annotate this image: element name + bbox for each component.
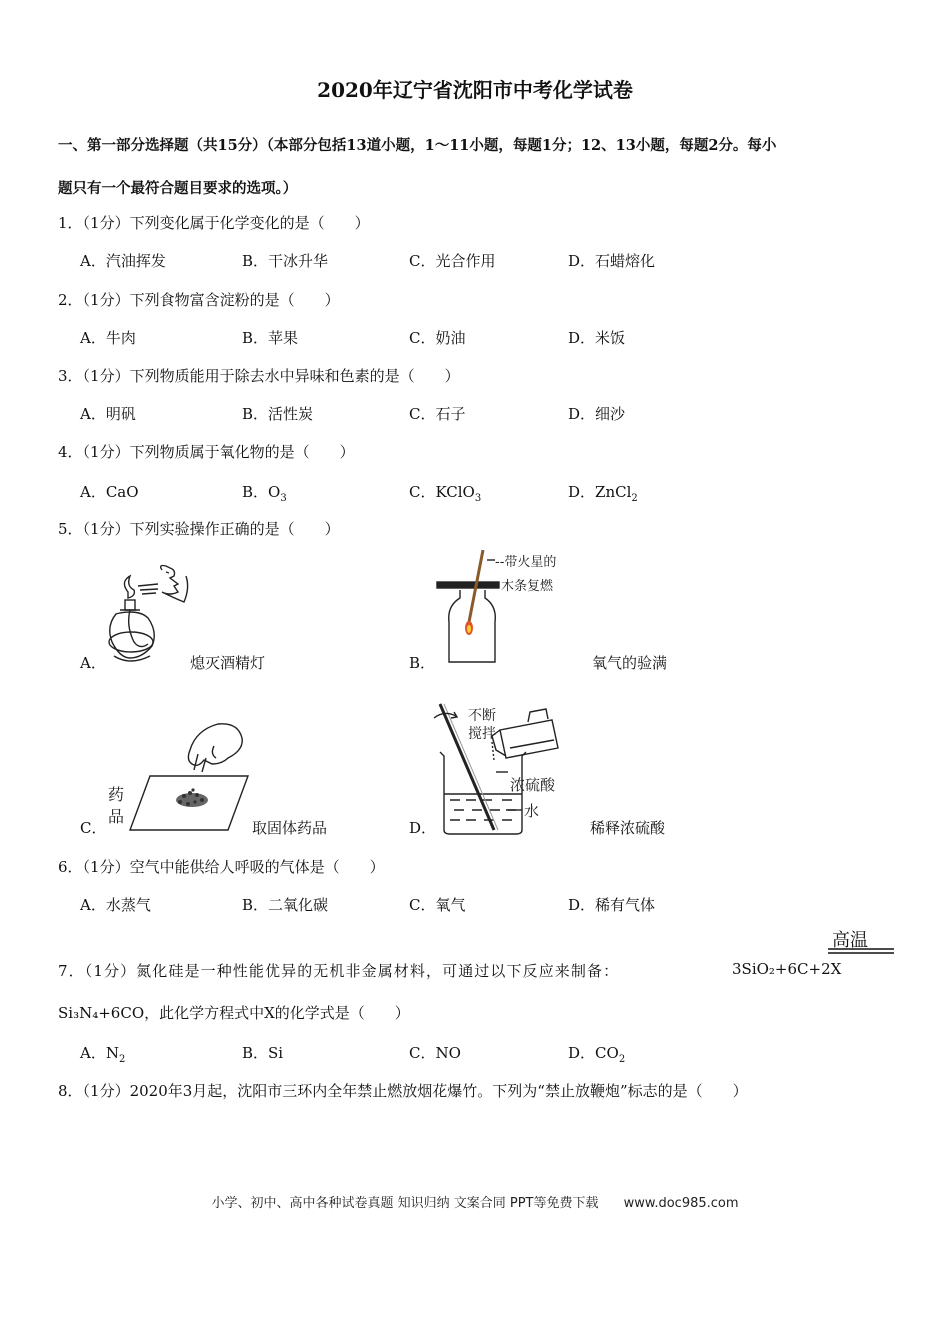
footer-url[interactable]: www.doc985.com xyxy=(623,1196,739,1211)
question-1-stem: 1．（1分）下列变化属于化学变化的是（ ） xyxy=(58,214,370,232)
q4-option-c: C．KClO$_3$ xyxy=(409,483,482,504)
q5-caption-a: 熄灭酒精灯 xyxy=(190,654,266,672)
question-7-equation-left: 3SiO₂+6C+2X xyxy=(732,960,842,978)
q6-option-a: A．水蒸气 xyxy=(80,896,151,914)
q6-option-d: D．稀有气体 xyxy=(568,896,656,914)
splint-label-1: --带火星的 xyxy=(495,555,557,570)
q5-option-c: C． xyxy=(80,819,107,837)
q3-option-a: A．明矾 xyxy=(80,405,136,423)
q7-option-c: C．NO xyxy=(409,1044,461,1062)
page-footer xyxy=(0,1192,950,1211)
alcohol-lamp-blowing-figure xyxy=(100,562,200,674)
q7-option-d: D．$CO_2$ xyxy=(568,1044,626,1065)
question-7-stem: 7．（1分）氮化硅是一种性能优异的无机非金属材料，可通过以下反应来制备： xyxy=(58,962,620,980)
acid-label: 浓硫酸 xyxy=(510,776,556,794)
q6-option-c: C．氧气 xyxy=(409,896,466,914)
page-title: 2020年辽宁省沈阳市中考化学试卷 xyxy=(317,78,633,102)
q2-option-d: D．米饭 xyxy=(568,329,626,347)
q5-caption-c: 取固体药品 xyxy=(252,819,328,837)
solid-reagent-figure xyxy=(100,720,260,838)
water-label: 水 xyxy=(524,802,540,820)
question-3-stem: 3．（1分）下列物质能用于除去水中异味和色素的是（ ） xyxy=(58,367,460,385)
q5-option-a: A． xyxy=(80,654,106,672)
q4-option-a: A．CaO xyxy=(80,483,139,501)
question-7-line2: Si₃N₄+6CO，此化学方程式中X的化学式是（ ） xyxy=(58,1004,410,1022)
q2-option-b: B．苹果 xyxy=(242,329,299,347)
question-8-stem: 8．（1分）2020年3月起，沈阳市三环内全年禁止燃放烟花爆竹。下列为“禁止放鞭炮”标志的是（ ） xyxy=(58,1082,748,1100)
q1-option-c: C．光合作用 xyxy=(409,252,496,270)
q1-option-b: B．干冰升华 xyxy=(242,252,329,270)
q5-option-d: D． xyxy=(409,819,437,837)
question-5-stem: 5．（1分）下列实验操作正确的是（ ） xyxy=(58,520,340,538)
reaction-condition: 高温 xyxy=(832,930,868,951)
q5-caption-d: 稀释浓硫酸 xyxy=(590,819,666,837)
reagent-label-1: 药 xyxy=(108,785,125,804)
question-2-stem: 2．（1分）下列食物富含淀粉的是（ ） xyxy=(58,291,340,309)
footer-text: 小学、初中、高中各种试卷真题 知识归纳 文案合同 PPT等免费下载 xyxy=(211,1196,599,1211)
q5-option-b: B． xyxy=(409,654,436,672)
question-4-stem: 4．（1分）下列物质属于氧化物的是（ ） xyxy=(58,443,355,461)
q1-option-d: D．石蜡熔化 xyxy=(568,252,656,270)
q3-option-c: C．石子 xyxy=(409,405,466,423)
q4-option-b: B．$O_3$ xyxy=(242,483,287,504)
q7-option-b: B．Si xyxy=(242,1044,284,1062)
stir-label-1: 不断 xyxy=(468,708,496,724)
section-heading-line2: 题只有一个最符合题目要求的选项。） xyxy=(58,180,298,197)
q2-option-c: C．奶油 xyxy=(409,329,466,347)
q3-option-d: D．细沙 xyxy=(568,405,626,423)
section-heading-line1: 一、第一部分选择题（共15分）（本部分包括13道小题，1～11小题，每题1分；12、13小题，每题2分。每小 xyxy=(58,137,777,154)
q4-option-d: D．ZnCl$_2$ xyxy=(568,483,638,504)
q1-option-a: A．汽油挥发 xyxy=(80,252,166,270)
dilute-acid-figure xyxy=(430,700,580,840)
q7-option-a: A．$N_2$ xyxy=(80,1044,126,1065)
splint-label-2: 木条复燃 xyxy=(501,579,554,594)
question-6-stem: 6．（1分）空气中能供给人呼吸的气体是（ ） xyxy=(58,858,385,876)
reagent-label-2: 品 xyxy=(108,807,125,826)
oxygen-check-figure xyxy=(425,548,560,668)
q6-option-b: B．二氧化碳 xyxy=(242,896,329,914)
q5-caption-b: 氧气的验满 xyxy=(592,654,668,672)
q2-option-a: A．牛肉 xyxy=(80,329,136,347)
equals-sign-figure xyxy=(828,948,894,954)
stir-label-2: 搅拌 xyxy=(468,726,496,742)
q3-option-b: B．活性炭 xyxy=(242,405,314,423)
